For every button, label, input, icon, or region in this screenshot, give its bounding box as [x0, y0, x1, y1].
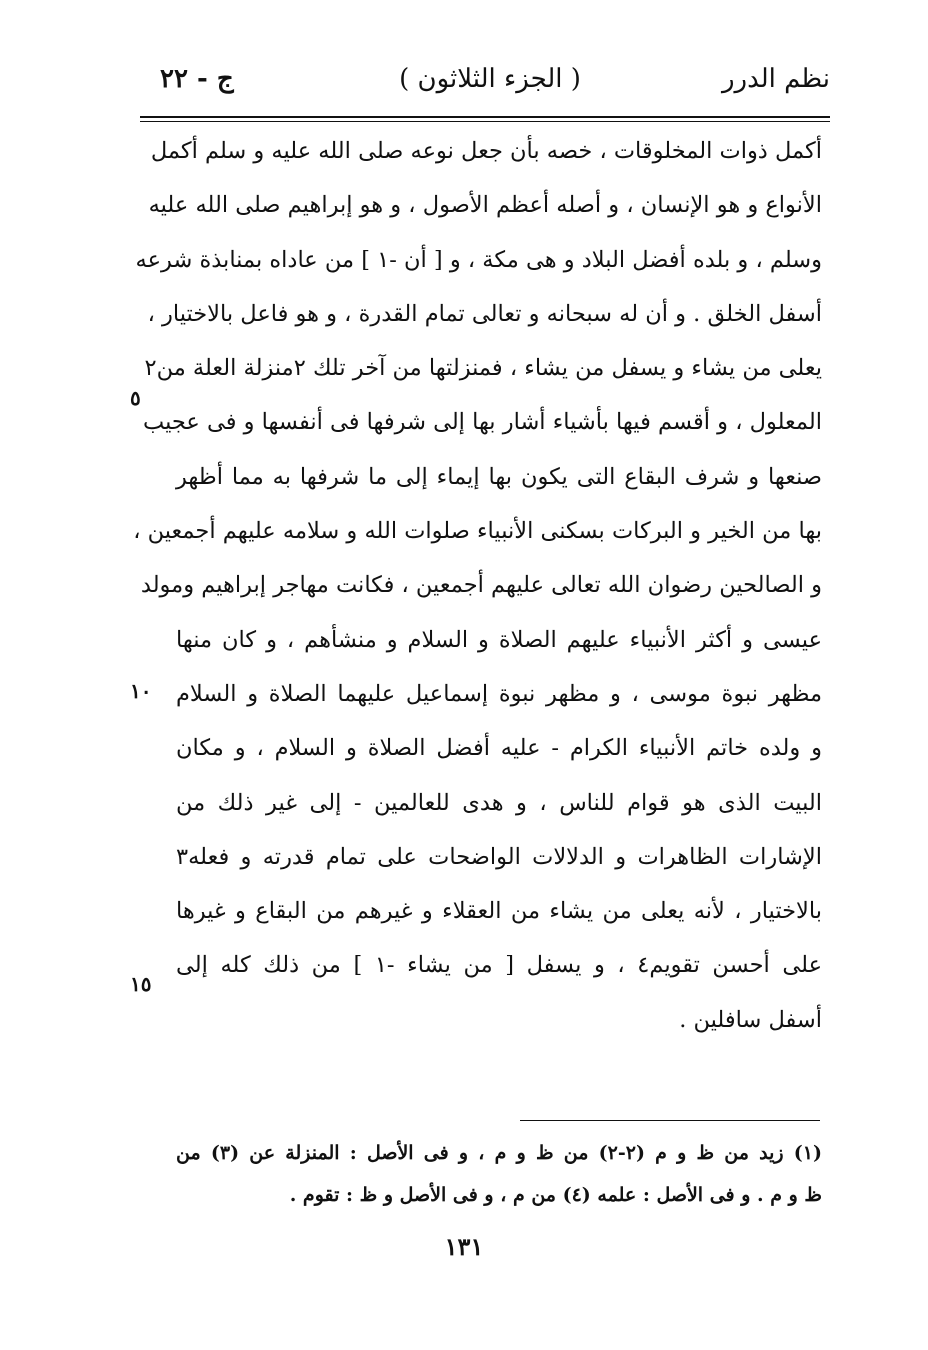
text-line: وسلم ، و بلده أفضل البلاد و هى مكة ، و [ أن -١ ] من عاداه بمنابذة شرعه	[135, 246, 822, 273]
footnote-line: (١) زيد من ظ و م (٢-٢) من ظ و م ، و فى الأصل : المنزلة عن (٣) من	[176, 1142, 822, 1164]
text-line: أكمل ذوات المخلوقات ، خصه بأن جعل نوعه صلى الله عليه و سلم أكمل	[150, 138, 822, 164]
running-header	[150, 58, 830, 108]
text-line: مظهر نبوة موسى ، و مظهر نبوة إسماعيل عليهما الصلاة و السلام	[176, 680, 822, 707]
text-line: أسفل سافلين .	[679, 1006, 822, 1033]
text-line: بالاختيار ، لأنه يعلى من يشاء من العقلاء و غيرهم من البقاع و غيرها	[176, 898, 822, 925]
text-line: و الصالحين رضوان الله تعالى عليهم أجمعين ، فكانت مهاجر إبراهيم ومولد	[140, 572, 822, 599]
text-line: الأنواع و هو الإنسان ، و أصله أعظم الأصول ، و هو إبراهيم صلى الله عليه	[148, 192, 822, 219]
text-line: أسفل الخلق . و أن له سبحانه و تعالى تمام القدرة ، و هو فاعل بالاختيار ،	[147, 300, 822, 327]
text-line: صنعها و شرف البقاع التى يكون بها إيماء إلى ما شرفها به مما أظهر	[176, 463, 822, 490]
page-number: ١٣١	[444, 1232, 484, 1261]
header-rule-thick	[140, 116, 830, 118]
text-line: على أحسن تقويم٤ ، و يسفل [ من يشاء -١ ] من ذلك كله إلى	[176, 952, 823, 979]
volume-indicator: ج - ٢٢	[160, 64, 234, 94]
footnote-separator	[520, 1120, 820, 1121]
text-line: يعلى من يشاء و يسفل من يشاء ، فمنزلتها من آخر تلك ٢منزلة العلة من٢	[144, 355, 822, 382]
text-line: البيت الذى هو قوام للناس ، و هدى للعالمين - إلى غير ذلك من	[176, 789, 822, 816]
line-number-10: ١٠	[130, 679, 152, 703]
text-line: و ولده خاتم الأنبياء الكرام - عليه أفضل الصلاة و السلام ، و مكان	[176, 735, 822, 762]
text-line: بها من الخير و البركات بسكنى الأنبياء صلوات الله و سلامه عليهم أجمعين ،	[133, 518, 822, 545]
header-rule-thin	[140, 121, 830, 122]
part-title: ( الجزء الثلاثون )	[399, 64, 581, 94]
line-number-15: ١٥	[130, 972, 152, 996]
footnote-line: ظ و م . و فى الأصل : علمه (٤) من م ، و فى الأصل و ظ : تقوم .	[289, 1184, 822, 1206]
footnotes	[176, 1132, 822, 1216]
text-line: المعلول ، و أقسم فيها بأشياء أشار بها إلى شرفها فى أنفسها و فى عجيب	[143, 409, 822, 436]
text-line: الإشارات الظاهرات و الدلالات الواضحات على تمام قدرته و فعله٣	[176, 843, 822, 870]
line-number-5: ٥	[130, 386, 141, 410]
book-title: نظم الدرر	[721, 64, 830, 94]
text-line: عيسى و أكثر الأنبياء عليهم الصلاة و السلام و منشأهم ، و كان منها	[176, 626, 822, 653]
